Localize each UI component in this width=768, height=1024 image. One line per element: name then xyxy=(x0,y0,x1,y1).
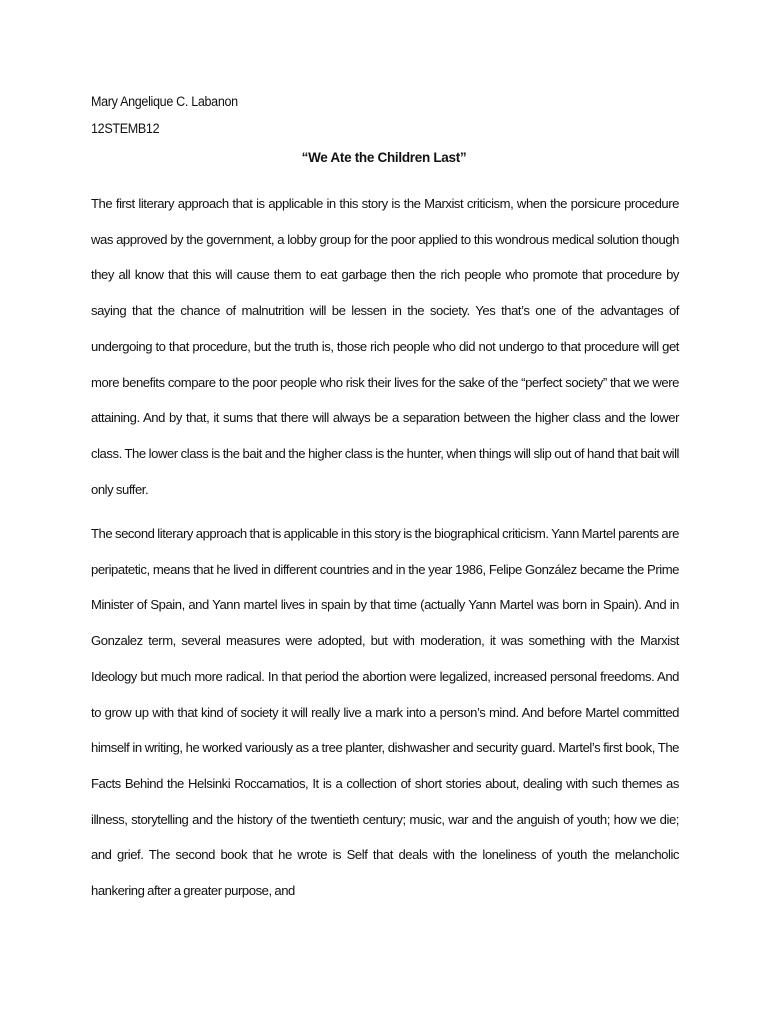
paragraph-biographical-criticism: The second literary approach that is applicable in this story is the biographical criticism. Yann Martel parents are peripatetic, means that he lived in different countries and in the year 1986, Felipe González became the Prime Minister of Spain, and Yann martel lives in spain by that time (actually Yann Martel was born in Spain). And in Gonzalez term, several measures were adopted, but with moderation, it was something with the Marxist Ideology but much more radical. In that period the abortion were legalized, increased personal freedoms. And to grow up with that kind of society it will really live a mark into a person’s mind. And before Martel committed himself in writing, he worked variously as a tree planter, dishwasher and security guard. Martel’s first book, The Facts Behind the Helsinki Roccamatios, It is a collection of short stories about, dealing with such themes as illness, storytelling and the history of the twentieth century; music, war and the anguish of youth; how we die; and grief. The second book that he wrote is Self that deals with the loneliness of youth the melancholic hankering after a greater purpose, and xyxy=(91,526,679,899)
essay-title: “We Ate the Children Last” xyxy=(301,150,467,165)
class-section: 12STEMB12 xyxy=(91,121,160,136)
author-name: Mary Angelique C. Labanon xyxy=(91,94,238,109)
paragraph-marxist-criticism: The first literary approach that is applicable in this story is the Marxist criticism, when the porsicure procedure was approved by the government, a lobby group for the poor applied to this wondrous medical solution though they all know that this will cause them to eat garbage then the rich people who promote that procedure by saying that the chance of malnutrition will be lessen in the society. Yes that’s one of the advantages of undergoing to that procedure, but the truth is, those rich people who did not undergo to that procedure will get more benefits compare to the poor people who risk their lives for the sake of the “perfect society” that we were attaining. And by that, it sums that there will always be a separation between the higher class and the lower class. The lower class is the bait and the higher class is the hunter, when things will slip out of hand that bait will only suffer. xyxy=(91,196,679,497)
